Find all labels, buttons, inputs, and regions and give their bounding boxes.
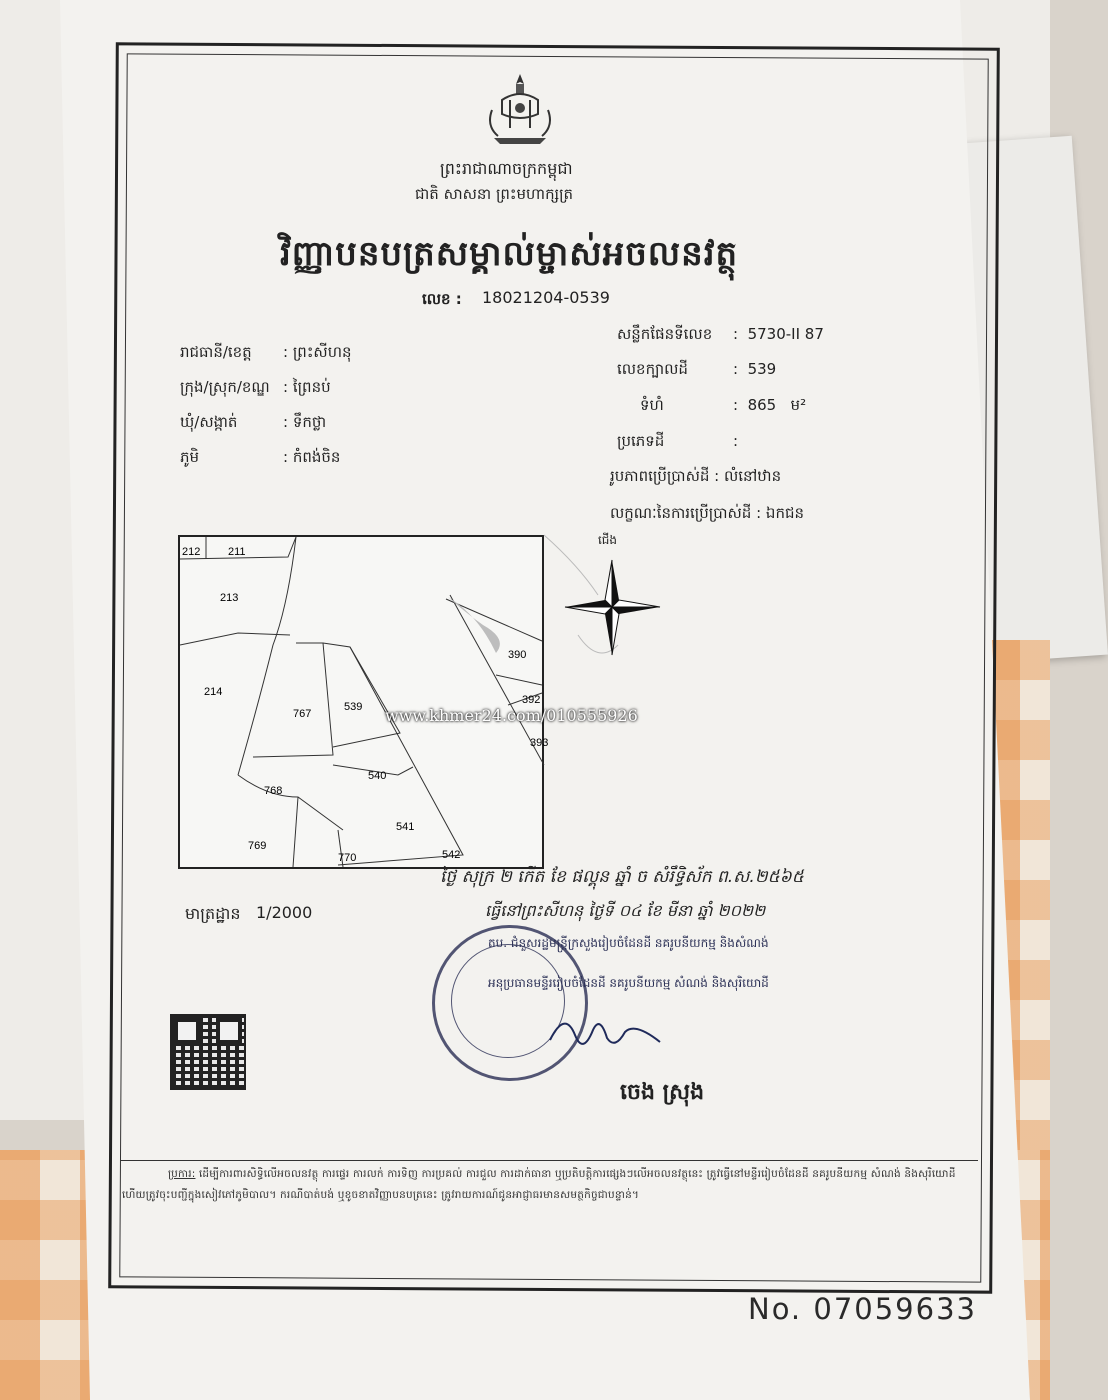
watermark-url: www.khmer24.com/010555926 <box>385 706 638 725</box>
scale-value: 1/2000 <box>256 903 313 922</box>
parcel-label: 542 <box>442 849 461 861</box>
parcel-label: 770 <box>338 852 357 864</box>
office-line-1: តប. ជំនួសរដ្ឋមន្ត្រីក្រសួងរៀបចំដែនដី នគរូបនីយកម្ម និងសំណង់ <box>488 936 769 950</box>
national-motto: ជាតិ សាសនា ព្រះមហាក្សត្រ <box>415 185 574 203</box>
parcel-label: 392 <box>522 694 541 706</box>
commune-text: ទឹកថ្លា <box>292 413 327 431</box>
parcel-label: 540 <box>368 770 387 782</box>
signer-name: ចេង ស្រុង <box>620 1080 705 1105</box>
signature <box>545 1000 665 1060</box>
area-unit: ម² <box>790 396 807 414</box>
map-sheet-text: 5730-II 87 <box>747 325 824 343</box>
certificate-number: 18021204-0539 <box>482 288 610 307</box>
office-line-2: អនុប្រធានមន្ទីររៀបចំដែនដី នគរូបនីយកម្ម សំណង់ និងសុរិយោដី <box>488 976 769 990</box>
parcel-label: 767 <box>293 708 312 720</box>
parcel-label: 541 <box>396 821 415 833</box>
map-sheet-label: សន្លឹកផែនទីលេខ <box>617 325 713 343</box>
land-use-character-text: ឯកជន <box>765 504 805 522</box>
qr-code <box>170 1014 246 1090</box>
area-label: ទំហំ <box>640 396 664 414</box>
parcel-label: 393 <box>530 737 549 749</box>
certificate-title: វិញ្ញាបនបត្រសម្គាល់ម្ចាស់អចលនវត្ថុ <box>280 234 739 274</box>
kingdom-name: ព្រះរាជាណាចក្រកម្ពុជា <box>440 159 573 178</box>
certificate-number-label: លេខ : <box>422 290 462 308</box>
land-use-text: លំនៅឋាន <box>723 467 782 485</box>
note-body: ដើម្បីការពារសិទ្ធិលើអចលនវត្ថុ ការផ្ទេរ ការលក់ ការទិញ ការប្រគល់ ការជួល ការដាក់ធានា ឬប្រតិបត្តិការផ្សេងៗលើអចលនវត្ថុនេះ ត្រូវធ្វើនៅមន្ទីររៀបចំដែនដី នគរូបនីយកម្ម សំណង់ និងសុរិយោដី ហើយត្រូវចុះបញ្ជីក្នុងសៀវភៅភូមិបាល។ ករណីបាត់បង់ ឬខូចខាតវិញ្ញាបនបត្រនេះ ត្រូវរាយការណ៍ជូនអាជ្ញាធរមានសមត្ថកិច្ចជាបន្ទាន់។ <box>122 1168 956 1201</box>
map-sheet-value: : 5730-II 87 <box>733 325 824 343</box>
scale-label: មាត្រដ្ឋាន <box>185 904 241 923</box>
commune-value: : ទឹកថ្លា <box>283 413 327 431</box>
village-value: : កំពង់ចិន <box>283 448 341 466</box>
land-use-label: រូបភាពប្រើប្រាស់ដី : លំនៅឋាន <box>610 467 782 485</box>
solar-date: ធ្វើនៅព្រះសីហនុ ថ្ងៃទី ០៤ ខែ មីនា ឆ្នាំ ២០២២ <box>485 901 766 920</box>
parcel-number-value: : 539 <box>733 360 777 378</box>
commune-label: ឃុំ/សង្កាត់ <box>180 413 238 431</box>
district-value: : ព្រៃនប់ <box>283 378 331 396</box>
parcel-number-label: លេខក្បាលដី <box>617 360 688 378</box>
parcel-label: 768 <box>264 785 283 797</box>
parcel-label: 539 <box>344 701 363 713</box>
land-use-character-label-text: លក្ខណៈនៃការប្រើប្រាស់ដី <box>610 504 752 522</box>
province-label: រាជធានី/ខេត្ត <box>180 343 252 361</box>
parcel-label: 390 <box>508 649 527 661</box>
province-text: ព្រះសីហនុ <box>292 343 352 361</box>
note-label: ប្រការ: <box>168 1168 196 1180</box>
parcel-label: 212 <box>182 546 201 558</box>
parcel-label: 769 <box>248 840 267 852</box>
land-use-character-label: លក្ខណៈនៃការប្រើប្រាស់ដី : ឯកជន <box>610 504 805 522</box>
land-use-label-text: រូបភាពប្រើប្រាស់ដី <box>610 467 710 485</box>
parcel-number-text: 539 <box>747 360 777 378</box>
cadastral-map <box>178 535 549 869</box>
parcel-label: 213 <box>220 592 239 604</box>
serial-number: No. 07059633 <box>748 1292 977 1326</box>
district-label: ក្រុង/ស្រុក/ខណ្ឌ <box>180 378 270 396</box>
parcel-label: 211 <box>228 546 246 558</box>
compass-rose-icon <box>565 560 660 655</box>
area-text: 865 <box>747 396 777 414</box>
note-text <box>122 1164 972 1206</box>
parcel-label: 214 <box>204 686 223 698</box>
area-value: : 865 ម² <box>733 396 807 414</box>
village-text: កំពង់ចិន <box>292 448 341 466</box>
royal-crest-icon <box>480 70 560 150</box>
district-text: ព្រៃនប់ <box>292 378 331 396</box>
province-value: : ព្រះសីហនុ <box>283 343 352 361</box>
village-label: ភូមិ <box>180 448 200 466</box>
land-type-label: ប្រភេទដី <box>617 432 665 450</box>
land-type-value: : <box>733 432 739 450</box>
lunar-date: ថ្ងៃ សុក្រ ២ កើត ខែ ផល្គុន ឆ្នាំ ច សំរឹទ្ធិស័ក ព.ស.២៥៦៥ <box>440 867 804 887</box>
north-label: ជើង <box>598 533 618 547</box>
